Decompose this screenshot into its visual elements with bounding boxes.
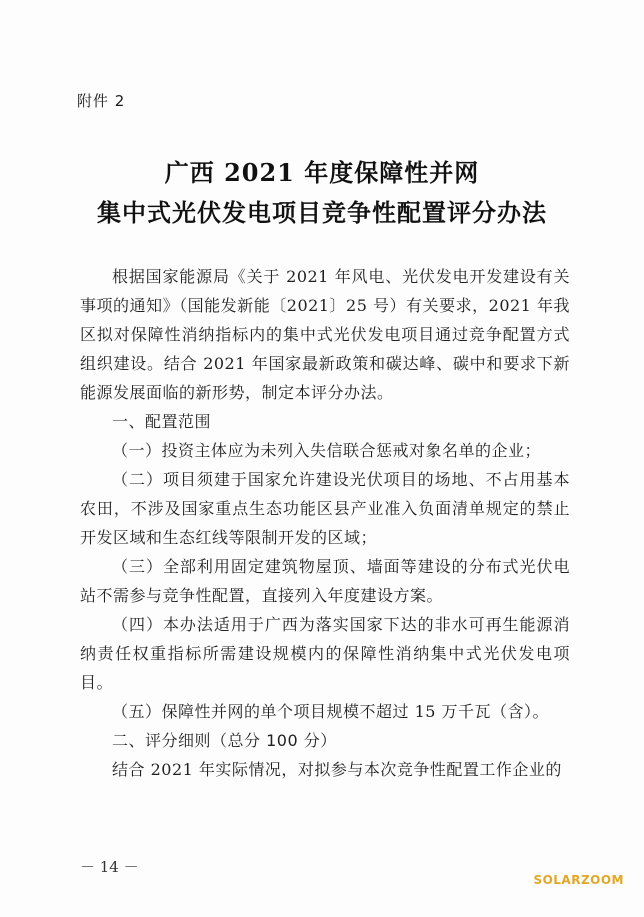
scope-item-5: （五）保障性并网的单个项目规模不超过 15 万千瓦（含）。 (112, 702, 550, 721)
document-title-line2: 集中式光伏发电项目竞争性配置评分办法 (97, 198, 547, 227)
scope-item-3: （三）全部利用固定建筑物屋顶、墙面等建设的分布式光伏电站不需参与竞争性配置，直接列入年度建设方案。 (80, 557, 570, 605)
section-heading-scoring: 二、评分细则（总分 100 分） (112, 731, 337, 750)
scope-item-4: （四）本办法适用于广西为落实国家下达的非水可再生能源消纳责任权重指标所需建设规模内的保障性消纳集中式光伏发电项目。 (80, 615, 570, 692)
scope-item-1: （一）投资主体应为未列入失信联合惩戒对象名单的企业； (112, 441, 542, 460)
intro-paragraph: 根据国家能源局《关于 2021 年风电、光伏发电开发建设有关事项的通知》（国能发新能〔2021〕25 号）有关要求，2021 年我区拟对保障性消纳指标内的集中式光伏发电项目通过竞争配置方式组织建设。结合 2021 年国家最新政策和碳达峰、碳中和要求下新能源发展面临的新形势，制定本评分办法。 (80, 267, 570, 402)
document-title-line1: 广西 2021 年度保障性并网 (164, 158, 480, 187)
attachment-label: 附件 2 (77, 92, 126, 110)
solarzoom-watermark: SOLARZOOM (533, 873, 624, 887)
section-heading-scope: 一、配置范围 (112, 412, 212, 431)
document-body (80, 262, 570, 784)
scope-item-2: （二）项目须建于国家允许建设光伏项目的场地、不占用基本农田，不涉及国家重点生态功能区县产业准入负面清单规定的禁止开发区域和生态红线等限制开发的区域； (80, 470, 570, 547)
page-number: － 14 － (80, 858, 139, 876)
scoring-intro-paragraph: 结合 2021 年实际情况，对拟参与本次竞争性配置工作企业的 (112, 760, 562, 779)
